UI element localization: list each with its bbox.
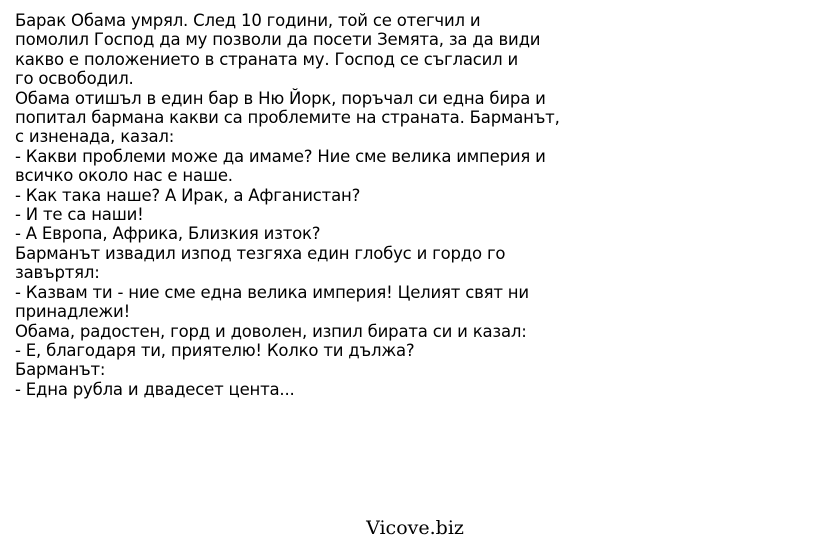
text-line: принадлежи! xyxy=(15,302,130,322)
text-line: какво е положението в страната му. Господ се съгласил и xyxy=(15,49,519,69)
joke-text xyxy=(15,11,615,399)
text-line: - А Европа, Африка, Близкия изток? xyxy=(15,224,321,244)
text-line: - Какви проблеми може да имаме? Ние сме велика империя и xyxy=(15,146,546,166)
text-line: Барманът извадил изпод тезгяха един глобус и гордо го xyxy=(15,243,506,263)
text-line: Обама, радостен, горд и доволен, изпил бирата си и казал: xyxy=(15,321,527,341)
text-line: попитал бармана какви са проблемите на страната. Барманът, xyxy=(15,108,560,128)
text-line: - Как така наше? А Ирак, а Афганистан? xyxy=(15,185,361,205)
text-line: Обама отишъл в един бар в Ню Йорк, поръчал си една бира и xyxy=(15,88,546,108)
text-line: Барманът: xyxy=(15,360,106,380)
text-line: - Е, благодаря ти, приятелю! Колко ти дължа? xyxy=(15,340,415,360)
text-line: - И те са наши! xyxy=(15,205,144,225)
text-line: го освободил. xyxy=(15,69,134,89)
text-line: с изненада, казал: xyxy=(15,127,175,147)
site-watermark: Vicove.biz xyxy=(366,517,464,539)
text-line: - Казвам ти - ние сме една велика империя! Целият свят ни xyxy=(15,282,529,302)
text-line: Барак Обама умрял. След 10 години, той се отегчил и xyxy=(15,11,481,30)
text-line: - Една рубла и двадесет цента... xyxy=(15,379,295,399)
text-line: завъртял: xyxy=(15,263,100,283)
text-line: всичко около нас е наше. xyxy=(15,166,233,186)
text-line: помолил Господ да му позволи да посети Земята, за да види xyxy=(15,30,541,50)
